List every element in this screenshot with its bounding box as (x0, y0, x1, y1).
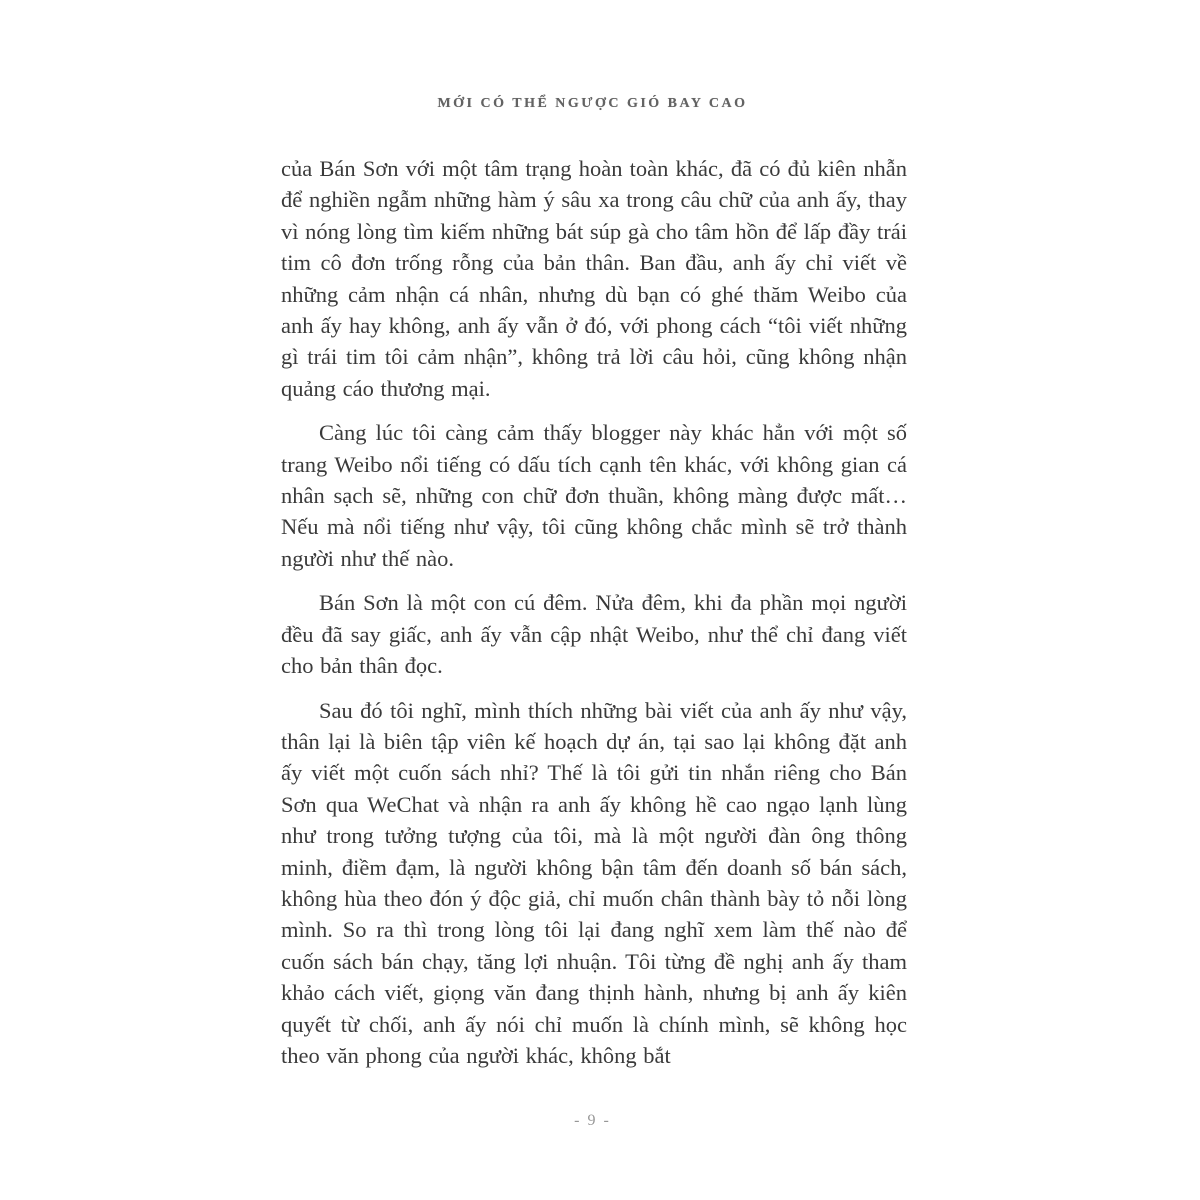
body-paragraph: của Bán Sơn với một tâm trạng hoàn toàn khác, đã có đủ kiên nhẫn để nghiền ngẫm những hàm ý sâu xa trong câu chữ của anh ấy, thay vì nóng lòng tìm kiếm những bát súp gà cho tâm hồn để lấp đầy trái tim cô đơn trống rỗng của bản thân. Ban đầu, anh ấy chỉ viết về những cảm nhận cá nhân, nhưng dù bạn có ghé thăm Weibo của anh ấy hay không, anh ấy vẫn ở đó, với phong cách “tôi viết những gì trái tim tôi cảm nhận”, không trả lời câu hỏi, cũng không nhận quảng cáo thương mại. (281, 156, 907, 401)
body-paragraph: Bán Sơn là một con cú đêm. Nửa đêm, khi đa phần mọi người đều đã say giấc, anh ấy vẫn cập nhật Weibo, như thể chỉ đang viết cho bản thân đọc. (281, 590, 907, 679)
running-header: MỚI CÓ THỂ NGƯỢC GIÓ BAY CAO (437, 96, 748, 111)
body-paragraph: Sau đó tôi nghĩ, mình thích những bài viết của anh ấy như vậy, thân lại là biên tập viên kế hoạch dự án, tại sao lại không đặt anh ấy viết một cuốn sách nhỉ? Thế là tôi gửi tin nhắn riêng cho Bán Sơn qua WeChat và nhận ra anh ấy không hề cao ngạo lạnh lùng như trong tưởng tượng của tôi, mà là một người đàn ông thông minh, điềm đạm, là người không bận tâm đến doanh số bán sách, không hùa theo đón ý độc giả, chỉ muốn chân thành bày tỏ nỗi lòng mình. So ra thì trong lòng tôi lại đang nghĩ xem làm thế nào để cuốn sách bán chạy, tăng lợi nhuận. Tôi từng đề nghị anh ấy tham khảo cách viết, giọng văn đang thịnh hành, nhưng bị anh ấy kiên quyết từ chối, anh ấy nói chỉ muốn là chính mình, sẽ không học theo văn phong của người khác, không bắt (281, 697, 907, 1068)
body-paragraph: Càng lúc tôi càng cảm thấy blogger này khác hẳn với một số trang Weibo nổi tiếng có dấu tích cạnh tên khác, với không gian cá nhân sạch sẽ, những con chữ đơn thuần, không màng được mất… Nếu mà nổi tiếng như vậy, tôi cũng không chắc mình sẽ trở thành người như thế nào. (281, 420, 907, 571)
page-number: - 9 - (574, 1112, 611, 1129)
body-text-block (281, 153, 907, 1084)
